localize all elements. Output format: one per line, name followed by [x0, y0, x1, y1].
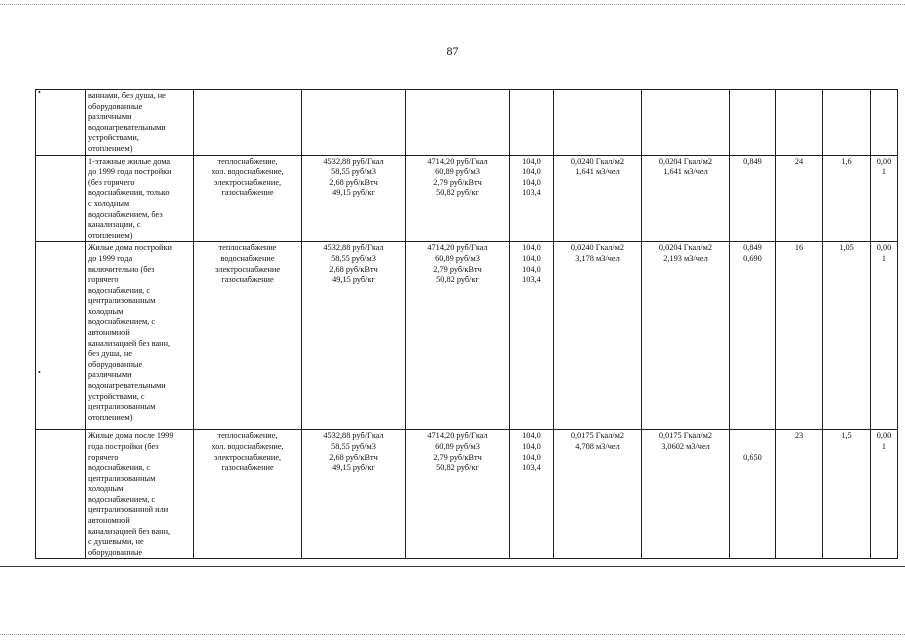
value-cell-9	[776, 90, 823, 156]
scan-edge-bottom	[0, 634, 905, 635]
norm-current-cell: 0,0240 Гкал/м2 1,641 м3/чел	[554, 155, 642, 242]
norm-new-cell: 0,0175 Гкал/м2 3,0602 м3/чел	[642, 430, 730, 559]
value-cell-11: 0,00 1	[871, 430, 898, 559]
norm-new-cell: 0,0204 Гкал/м2 2,193 м3/чел	[642, 242, 730, 430]
services-cell: теплоснабжение водоснабжение электроснабжение газоснабжение	[194, 242, 302, 430]
value-cell-9: 23	[776, 430, 823, 559]
tariff-current-cell: 4532,88 руб/Гкал 58,55 руб/м3 2,68 руб/кВтч 49,15 руб/кг	[302, 430, 406, 559]
index-cell: 104,0 104,0 104,0 103,4	[510, 242, 554, 430]
scan-edge-top	[0, 4, 905, 5]
coefficient-cell	[730, 90, 776, 156]
table-row	[36, 90, 898, 156]
description-cell: 1-этажные жилые дома до 1999 года постройки (без горячего водоснабжения, только с холодным водоснабжением, без канализации, с отоплением)	[86, 155, 194, 242]
norm-new-cell	[642, 90, 730, 156]
coefficient-cell: 0,849	[730, 155, 776, 242]
tariff-new-cell	[406, 90, 510, 156]
value-cell-10	[823, 90, 871, 156]
services-cell: теплоснабжение, хол. водоснабжение, электроснабжение, газоснабжение	[194, 155, 302, 242]
tariff-new-cell: 4714,20 руб/Гкал 60,89 руб/м3 2,79 руб/кВтч 50,82 руб/кг	[406, 430, 510, 559]
tariff-current-cell: 4532,88 руб/Гкал 58,55 руб/м3 2,68 руб/кВтч 49,15 руб/кг	[302, 242, 406, 430]
table-row	[36, 155, 898, 242]
description-cell: Жилые дома после 1999 года постройки (без горячего водоснабжения, с централизованным холодным водоснабжением, с централизованной или автономной канализацией без ванн, с душевыми, не оборудованные	[86, 430, 194, 559]
row-marker-cell	[36, 242, 86, 430]
norm-current-cell: 0,0240 Гкал/м2 3,178 м3/чел	[554, 242, 642, 430]
page-bottom-rule	[0, 566, 905, 567]
description-cell: ваннами, без душа, не оборудованные различными водонагревательными устройствами, отоплением)	[86, 90, 194, 156]
norm-current-cell	[554, 90, 642, 156]
side-mark: •	[38, 368, 41, 378]
page-number: 87	[446, 44, 459, 58]
value-cell-11: 0,00 1	[871, 155, 898, 242]
value-cell-10: 1,5	[823, 430, 871, 559]
index-cell: 104,0 104,0 104,0 103,4	[510, 430, 554, 559]
value-cell-11	[871, 90, 898, 156]
value-cell-10: 1,6	[823, 155, 871, 242]
services-cell	[194, 90, 302, 156]
index-cell	[510, 90, 554, 156]
value-cell-10: 1,05	[823, 242, 871, 430]
description-cell: Жилые дома постройки до 1999 года включительно (без горячего водоснабжения, с централизованным холодным водоснабжением, с автономной канализацией без ванн, без душа, не оборудованные различными водонагревательными устройствами, с централизованным отоплением)	[86, 242, 194, 430]
coefficient-cell: 0,849 0,690	[730, 242, 776, 430]
side-mark: •	[38, 89, 41, 97]
value-cell-9: 24	[776, 155, 823, 242]
norm-new-cell: 0,0204 Гкал/м2 1,641 м3/чел	[642, 155, 730, 242]
tariff-current-cell: 4532,88 руб/Гкал 58,55 руб/м3 2,68 руб/кВтч 49,15 руб/кг	[302, 155, 406, 242]
norm-current-cell: 0,0175 Гкал/м2 4,708 м3/чел	[554, 430, 642, 559]
tariff-new-cell: 4714,20 руб/Гкал 60,89 руб/м3 2,79 руб/кВтч 50,82 руб/кг	[406, 155, 510, 242]
coefficient-cell: 0,650	[730, 430, 776, 559]
row-marker-cell	[36, 430, 86, 559]
row-marker-cell	[36, 155, 86, 242]
index-cell: 104,0 104,0 104,0 103,4	[510, 155, 554, 242]
table-row	[36, 430, 898, 559]
services-cell: теплоснабжение, хол. водоснабжение, электроснабжение, газоснабжение	[194, 430, 302, 559]
table-row	[36, 242, 898, 430]
value-cell-9: 16	[776, 242, 823, 430]
tariff-table	[35, 89, 898, 559]
value-cell-11: 0,00 1	[871, 242, 898, 430]
row-marker-cell	[36, 90, 86, 156]
tariff-new-cell: 4714,20 руб/Гкал 60,89 руб/м3 2,79 руб/кВтч 50,82 руб/кг	[406, 242, 510, 430]
tariff-current-cell	[302, 90, 406, 156]
